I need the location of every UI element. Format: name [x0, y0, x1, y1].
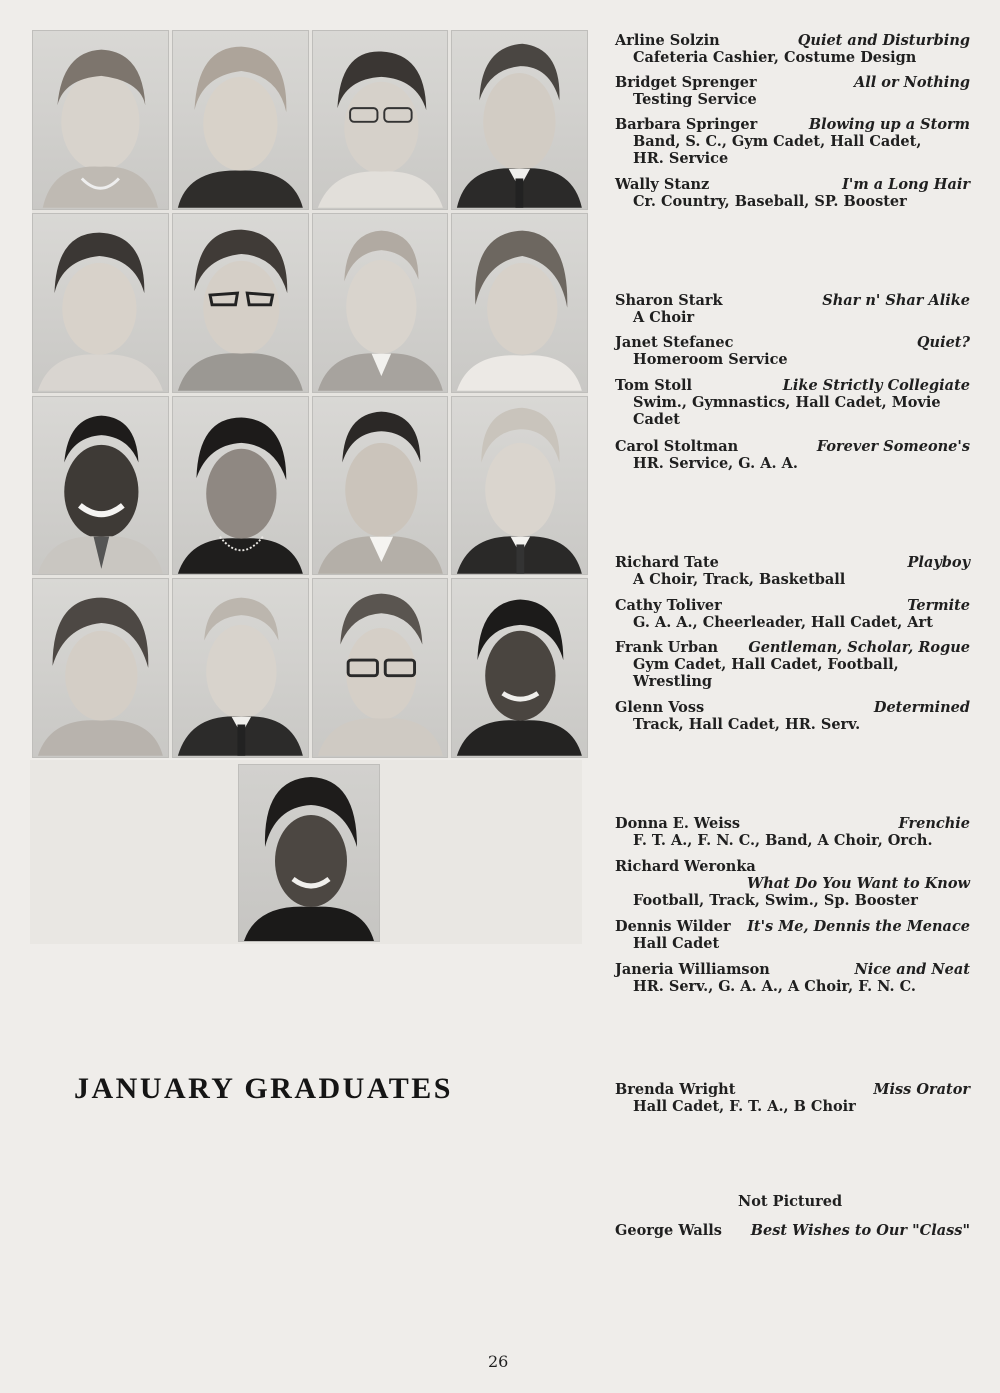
- portrait-photo: [32, 30, 169, 210]
- graduate-motto: Gentleman, Scholar, Rogue: [748, 639, 970, 656]
- graduate-motto: What Do You Want to Know: [746, 875, 970, 892]
- graduate-activities: Swim., Gymnastics, Hall Cadet, Movie: [633, 394, 941, 411]
- portrait-photo: [172, 30, 309, 210]
- graduate-activities: HR. Serv., G. A. A., A Choir, F. N. C.: [633, 978, 916, 995]
- portrait-photo: [172, 213, 309, 393]
- graduate-entry: [615, 597, 970, 631]
- graduate-name: Richard Tate: [615, 554, 719, 571]
- graduate-motto: Shar n' Shar Alike: [822, 292, 970, 309]
- graduate-motto: Blowing up a Storm: [808, 116, 970, 133]
- graduate-entry: [615, 699, 970, 733]
- graduate-name: Barbara Springer: [615, 116, 758, 133]
- graduate-name: Wally Stanz: [615, 176, 710, 193]
- graduate-motto: Miss Orator: [873, 1081, 970, 1098]
- graduate-motto: Determined: [873, 699, 970, 716]
- graduate-entry: [615, 639, 970, 690]
- portrait-photo: [32, 578, 169, 758]
- graduate-name: Bridget Sprenger: [615, 74, 757, 91]
- graduate-entry: [615, 377, 970, 428]
- portrait-photo: [451, 578, 588, 758]
- graduate-entry: [615, 32, 970, 66]
- graduate-entry: [615, 961, 970, 995]
- graduate-activities: Testing Service: [633, 91, 757, 108]
- graduate-entry: [615, 116, 970, 167]
- graduate-entry: [615, 1081, 970, 1115]
- graduate-motto: Frenchie: [898, 815, 970, 832]
- graduate-motto: Like Strictly Collegiate: [782, 377, 970, 394]
- graduate-name: Arline Solzin: [615, 32, 720, 49]
- graduate-name: George Walls: [615, 1222, 722, 1239]
- graduate-name: Richard Weronka: [615, 858, 756, 875]
- portrait-photo: [451, 30, 588, 210]
- graduate-name: Sharon Stark: [615, 292, 723, 309]
- not-pictured-label: Not Pictured: [738, 1193, 843, 1210]
- graduate-entry: [615, 815, 970, 849]
- graduate-motto: It's Me, Dennis the Menace: [747, 918, 970, 935]
- graduate-name: Tom Stoll: [615, 377, 693, 394]
- graduate-name: Janeria Williamson: [615, 961, 770, 978]
- portrait-photo: [32, 213, 169, 393]
- graduate-motto: Forever Someone's: [816, 438, 970, 455]
- graduate-name: Brenda Wright: [615, 1081, 736, 1098]
- portrait-grid: [32, 30, 588, 758]
- portrait-photo: [312, 30, 449, 210]
- graduate-activities: G. A. A., Cheerleader, Hall Cadet, Art: [633, 614, 933, 631]
- portrait-photo: [451, 213, 588, 393]
- graduate-entry: [615, 1222, 970, 1239]
- graduate-entry: [615, 74, 970, 108]
- graduate-name: Frank Urban: [615, 639, 719, 656]
- portrait-photo: [32, 396, 169, 576]
- graduate-entry: [615, 918, 970, 952]
- graduate-activities: Band, S. C., Gym Cadet, Hall Cadet,: [633, 133, 922, 150]
- graduate-entry: [615, 858, 970, 909]
- graduate-activities: Cadet: [633, 411, 680, 428]
- graduate-name: Janet Stefanec: [615, 334, 734, 351]
- graduate-activities: HR. Service: [633, 150, 729, 167]
- graduate-activities: Homeroom Service: [633, 351, 788, 368]
- graduate-activities: Track, Hall Cadet, HR. Serv.: [633, 716, 861, 733]
- graduate-name: Glenn Voss: [615, 699, 705, 716]
- graduate-entry: [615, 554, 970, 588]
- graduate-activities: A Choir, Track, Basketball: [633, 571, 846, 588]
- portrait-photo: [172, 578, 309, 758]
- graduate-activities: Wrestling: [633, 673, 713, 690]
- graduate-motto: Quiet?: [916, 334, 970, 351]
- graduate-motto: Playboy: [907, 554, 970, 571]
- graduate-activities: Football, Track, Swim., Sp. Booster: [633, 892, 918, 909]
- graduate-name: Donna E. Weiss: [615, 815, 741, 832]
- graduate-entry: [615, 334, 970, 368]
- portrait-photo: [451, 396, 588, 576]
- portrait-photo: [312, 396, 449, 576]
- graduate-motto: Termite: [907, 597, 970, 614]
- portrait-photo-single: [238, 764, 380, 942]
- graduate-entry: [615, 292, 970, 326]
- graduate-entry: [615, 438, 970, 472]
- graduate-name: Dennis Wilder: [615, 918, 731, 935]
- portrait-photo: [312, 578, 449, 758]
- graduate-motto: All or Nothing: [853, 74, 970, 91]
- graduate-name: Cathy Toliver: [615, 597, 722, 614]
- graduate-activities: A Choir: [633, 309, 695, 326]
- page-number: 26: [488, 1352, 509, 1371]
- portrait-photo: [172, 396, 309, 576]
- page-heading: JANUARY GRADUATES: [74, 1072, 453, 1105]
- graduate-activities: Hall Cadet: [633, 935, 720, 952]
- graduate-motto: Best Wishes to Our "Class": [750, 1222, 970, 1239]
- graduate-activities: Gym Cadet, Hall Cadet, Football,: [633, 656, 899, 673]
- portrait-photo: [312, 213, 449, 393]
- graduate-name: Carol Stoltman: [615, 438, 739, 455]
- graduate-entry: [615, 176, 970, 210]
- graduate-activities: Cafeteria Cashier, Costume Design: [633, 49, 917, 66]
- graduate-motto: I'm a Long Hair: [842, 176, 970, 193]
- graduate-motto: Nice and Neat: [854, 961, 970, 978]
- graduate-activities: HR. Service, G. A. A.: [633, 455, 798, 472]
- graduate-activities: Cr. Country, Baseball, SP. Booster: [633, 193, 907, 210]
- graduate-motto: Quiet and Disturbing: [797, 32, 970, 49]
- graduate-activities: Hall Cadet, F. T. A., B Choir: [633, 1098, 856, 1115]
- graduate-activities: F. T. A., F. N. C., Band, A Choir, Orch.: [633, 832, 933, 849]
